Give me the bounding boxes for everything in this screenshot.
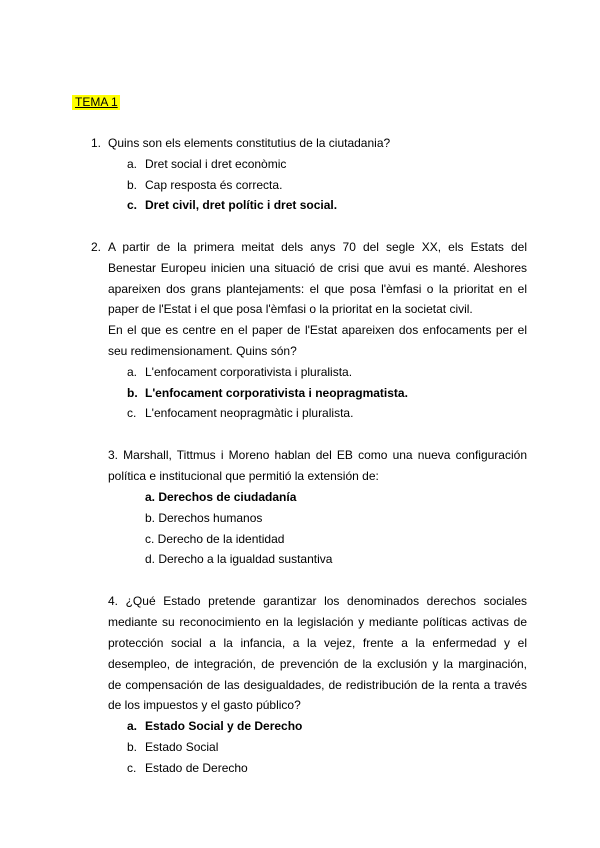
question-2-line: apareixen dos grans plantejaments: el que posa l'èmfasi o la prioritat en el xyxy=(108,282,527,296)
question-4-line: 4. ¿Qué Estado pretende garantizar los denominados derechos sociales xyxy=(108,594,527,608)
q1-option-a-letter: a. xyxy=(127,157,138,171)
q1-option-c-letter: c. xyxy=(127,198,138,212)
q1-option-a: Dret social i dret econòmic xyxy=(145,157,287,171)
q2-option-c-letter: c. xyxy=(127,406,137,420)
question-3-line: 3. Marshall, Tittmus i Moreno hablan del EB como una nueva configuración xyxy=(108,448,527,462)
question-2-line: En el que es centre en el paper de l'Estat apareixen dos enfocaments per el xyxy=(108,323,527,337)
question-1-number: 1. xyxy=(91,136,102,150)
question-2-line: A partir de la primera meitat dels anys 70 del segle XX, els Estats del xyxy=(108,240,527,254)
q3-option-a-answer: a. Derechos de ciudadanía xyxy=(145,490,297,504)
q1-option-b: Cap resposta és correcta. xyxy=(145,178,283,192)
page-title: TEMA 1 xyxy=(72,95,120,110)
q3-option-b: b. Derechos humanos xyxy=(145,511,263,525)
q4-option-a-answer: Estado Social y de Derecho xyxy=(145,719,303,733)
question-2-line: Benestar Europeu inicien una situació de crisi que avui es manté. Aleshores xyxy=(108,261,527,275)
q4-option-b-letter: b. xyxy=(127,740,138,754)
q3-option-d: d. Derecho a la igualdad sustantiva xyxy=(145,552,333,566)
q3-option-c: c. Derecho de la identidad xyxy=(145,532,285,546)
q2-option-a-letter: a. xyxy=(127,365,138,379)
q4-option-c-letter: c. xyxy=(127,761,137,775)
question-4-line: de los impuestos y el gasto público? xyxy=(108,698,301,712)
q1-option-c-answer: Dret civil, dret polític i dret social. xyxy=(145,198,338,212)
q2-option-b-letter: b. xyxy=(127,386,138,400)
question-4-line: desempleo, de integración, de prevención de la exclusión y la marginación, xyxy=(108,657,527,671)
question-4-line: mediante su reconocimiento en la legislación y mediante políticas activas de xyxy=(108,615,527,629)
question-2-line: paper de l'Estat i el que posa l'èmfasi o la prioritat en la societat civil. xyxy=(108,302,473,316)
q2-option-c: L'enfocament neopragmàtic i pluralista. xyxy=(145,406,354,420)
question-1-text: Quins son els elements constitutius de la ciutadania? xyxy=(108,136,391,150)
question-4-line: de compensación de las desigualdades, de redistribución de la renta a través xyxy=(108,678,527,692)
question-4-line: protección social a la infancia, a la vejez, frente a la enfermedad y el xyxy=(108,636,527,650)
q4-option-c: Estado de Derecho xyxy=(145,761,248,775)
q4-option-a-letter: a. xyxy=(127,719,138,733)
q4-option-b: Estado Social xyxy=(145,740,219,754)
q1-option-b-letter: b. xyxy=(127,178,138,192)
q2-option-b-answer: L'enfocament corporativista i neopragmatista. xyxy=(145,386,408,400)
question-3-line: política e institucional que permitió la extensión de: xyxy=(108,469,379,483)
question-2-line: seu redimensionament. Quins són? xyxy=(108,344,297,358)
question-2-number: 2. xyxy=(91,240,102,254)
q2-option-a: L'enfocament corporativista i pluralista. xyxy=(145,365,353,379)
